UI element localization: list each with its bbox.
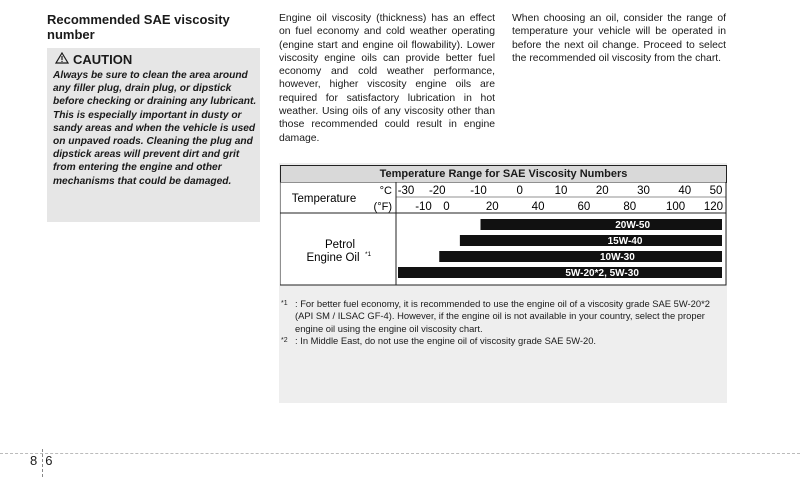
celsius-tick-label: -30 <box>397 185 415 197</box>
viscosity-bar <box>398 267 722 278</box>
viscosity-bar-label: 5W-20*2, 5W-30 <box>565 268 639 279</box>
engine-label-footnote-mark: *1 <box>365 251 372 258</box>
fahrenheit-tick-label: 40 <box>531 201 545 213</box>
viscosity-bar-label: 15W-40 <box>607 236 643 247</box>
fahrenheit-tick-label: 100 <box>665 201 686 213</box>
footnote-2 <box>281 335 725 347</box>
celsius-unit: °C <box>379 185 392 197</box>
viscosity-bar <box>460 235 722 246</box>
chart-title: Temperature Range for SAE Viscosity Numbers <box>280 165 727 183</box>
page-footer-rule <box>0 453 800 454</box>
caution-title <box>55 52 132 67</box>
celsius-tick-label: 20 <box>595 185 609 197</box>
fahrenheit-tick-label: 120 <box>703 201 724 213</box>
footnote-2-text: : In Middle East, do not use the engine oil of viscosity grade SAE 5W-20. <box>295 335 597 347</box>
celsius-tick-label: 0 <box>516 185 523 197</box>
caution-text: Always be sure to clean the area around any filler plug, drain plug, or dipstick before checking or draining any lubricant. This is especially important in dusty or sandy areas and when the vehicle is used on unpaved roads. Cleaning the plug and dipstick areas will prevent dirt and grit from entering the engine and other mechanisms that could be damaged. <box>53 70 257 187</box>
celsius-tick-label: 40 <box>678 185 692 197</box>
celsius-tick-label: 10 <box>554 185 568 197</box>
footnote-1 <box>281 298 725 335</box>
footnote-1-text: : For better fuel economy, it is recommended to use the engine oil of a viscosity grade SAE 5W-20*2 (API SM / ILSAC GF-4). However, if the engine oil is not available in your country, select the proper engine oil using the engine oil viscosity chart. <box>295 298 710 334</box>
viscosity-bar-label: 10W-30 <box>599 252 635 263</box>
caution-label: CAUTION <box>73 52 133 67</box>
fahrenheit-tick-label: 0 <box>443 201 450 213</box>
viscosity-bar-label: 20W-50 <box>615 220 651 231</box>
celsius-tick-label: 30 <box>637 185 650 197</box>
page-number-separator <box>42 449 43 477</box>
temperature-label: Temperature <box>291 193 357 205</box>
footnote-2-mark: *2 <box>281 337 288 345</box>
viscosity-bar <box>439 251 722 262</box>
celsius-tick-label: -10 <box>470 185 487 197</box>
footnote-1-mark: *1 <box>281 300 288 307</box>
viscosity-bar <box>481 219 723 230</box>
fahrenheit-tick-label: 60 <box>577 201 591 213</box>
engine-label-line1: Petrol <box>324 239 356 251</box>
oil-choice-instructions: When choosing an oil, consider the range of temperature your vehicle will be operated in before the next oil change. Proceed to select the recommended oil viscosity from the chart. <box>512 13 726 64</box>
fahrenheit-tick-label: 20 <box>485 201 499 213</box>
viscosity-description: Engine oil viscosity (thickness) has an effect on fuel economy and cold weather operating (engine start and engine oil flowability). Lower viscosity engine oils can provide better fuel economy and cold weather performance, however, higher viscosity engine oils are required for satisfactory lubrication in hot weather. Using oils of any viscosity other than those recommended could result in engine damage. <box>279 13 495 144</box>
engine-label-line2: Engine Oil <box>306 252 360 264</box>
viscosity-chart <box>280 182 727 286</box>
footnotes <box>281 298 725 348</box>
fahrenheit-tick-label: 80 <box>623 201 637 213</box>
page-index: 6 <box>45 453 53 468</box>
fahrenheit-unit: (°F) <box>373 201 392 213</box>
celsius-tick-label: 50 <box>709 185 723 197</box>
celsius-tick-label: -20 <box>428 185 446 197</box>
fahrenheit-tick-label: -10 <box>415 201 432 213</box>
warning-triangle-icon <box>55 52 69 67</box>
section-title: Recommended SAE viscosity number <box>47 12 230 42</box>
caution-box <box>47 48 260 222</box>
page-chapter: 8 <box>30 453 38 468</box>
